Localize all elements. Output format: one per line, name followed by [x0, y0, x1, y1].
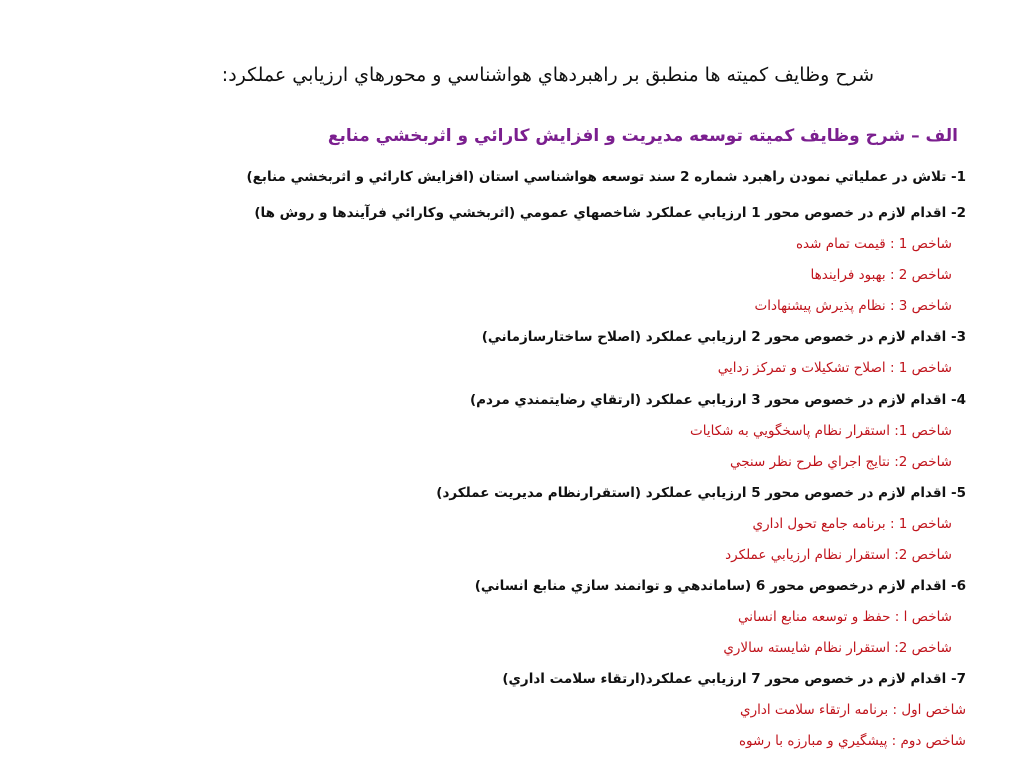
indicator-5-1: شاخص 1 : برنامه جامع تحول اداري	[752, 516, 952, 532]
indicator-4-2: شاخص 2: نتايج اجراي طرح نظر سنجي	[729, 454, 952, 470]
list-item-7: 7- اقدام لازم در خصوص محور 7 ارزيابي عملكرد(ارتقاء سلامت اداري)	[502, 671, 966, 687]
indicator-2-3: شاخص 3 : نظام پذيرش پيشنهادات	[754, 298, 952, 314]
indicator-7-1: شاخص اول : برنامه ارتقاء سلامت اداري	[740, 702, 966, 718]
list-item-2: 2- اقدام لازم در خصوص محور 1 ارزيابي عملكرد شاخصهاي عمومي (اثربخشي وكارائي فرآيندها و روش ها)	[254, 205, 966, 221]
indicator-4-1: شاخص 1: استقرار نظام پاسخگويي به شكايات	[690, 423, 952, 439]
list-item-3: 3- اقدام لازم در خصوص محور 2 ارزيابي عملكرد (اصلاح ساختارسازماني)	[481, 329, 966, 345]
list-item-4: 4- اقدام لازم در خصوص محور 3 ارزيابي عملكرد (ارتقاي رضايتمندي مردم)	[469, 392, 966, 408]
indicator-3-1: شاخص 1 : اصلاح تشكيلات و تمركز زدايي	[717, 360, 952, 376]
list-item-5: 5- اقدام لازم در خصوص محور 5 ارزيابي عملكرد (استقرارنظام مديريت عملكرد)	[436, 485, 966, 501]
list-item-1: 1- تلاش در عملياتي نمودن راهبرد شماره 2 سند توسعه هواشناسي استان (افزايش كارائي و اثربخشي منابع)	[246, 169, 966, 185]
list-item-6: 6- اقدام لازم درخصوص محور 6 (ساماندهي و توانمند سازي منابع انساني)	[474, 578, 966, 594]
indicator-6-1: شاخص ا : حفظ و توسعه منابع انساني	[738, 609, 952, 625]
indicator-6-2: شاخص 2: استقرار نظام شايسته سالاري	[723, 640, 952, 656]
indicator-5-2: شاخص 2: استقرار نظام ارزيابي عملكرد	[725, 547, 952, 563]
indicator-7-2: شاخص دوم : پيشگيري و مبارزه با رشوه	[738, 733, 966, 749]
indicator-2-2: شاخص 2 : بهبود فرايندها	[810, 267, 952, 283]
indicator-2-1: شاخص 1 : قيمت تمام شده	[795, 236, 952, 252]
section-heading: الف – شرح وظايف كميته توسعه مديريت و افزايش كارائي و اثربخشي منابع	[327, 126, 958, 146]
page-title: شرح وظايف كميته ها منطبق بر راهبردهاي هواشناسي و محورهاي ارزيابي عملكرد:	[221, 64, 874, 86]
